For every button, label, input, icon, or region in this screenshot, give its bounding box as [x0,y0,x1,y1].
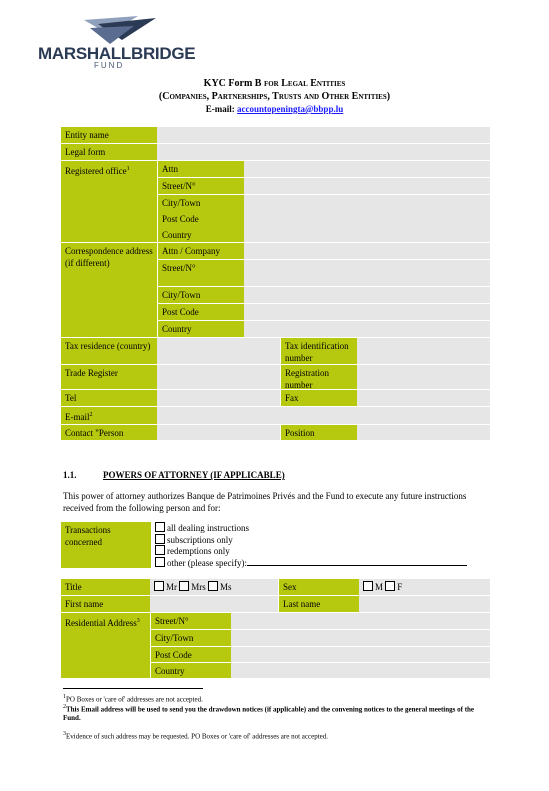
mrs-checkbox-icon[interactable] [179,581,189,591]
res-city-label: City/Town [151,630,231,646]
country2-label: Country [158,321,244,337]
footnote-3: $^3$Evidence of such address may be requested. PO Boxes or 'care of' addresses are not accepted. [63,731,329,741]
position-label: Position [281,425,357,440]
option-other[interactable]: other (please specify): [155,557,467,569]
contact-person-label: Contact "Person [61,425,157,440]
post2-field[interactable] [244,304,490,320]
mr-checkbox-icon[interactable] [154,581,164,591]
post2-label: Post Code [158,304,244,320]
tax-id-field[interactable] [357,338,490,364]
sex-options: M F [359,579,490,595]
option-all-dealing[interactable]: all dealing instructions [155,522,467,534]
city2-field[interactable] [244,287,490,303]
tax-residence-label: Tax residence (country) [61,338,157,364]
country-field[interactable] [244,227,490,242]
fax-label: Fax [281,390,357,406]
contact-person-field[interactable] [157,425,280,440]
res-country-label: Country [151,663,231,678]
title-options: Mr Mrs Ms [150,579,278,595]
attn-company-field[interactable] [244,243,490,259]
f-checkbox-icon[interactable] [385,581,395,591]
email-sup: 2 [89,412,93,418]
res-street-field[interactable] [231,613,490,629]
email-label: E-mail: [205,104,235,114]
last-name-field[interactable] [359,596,490,612]
section-title-text: POWERS OF ATTORNEY (IF APPLICABLE) [103,470,285,480]
last-name-label: Last name [279,596,359,612]
section-title [63,470,285,480]
checkbox-icon[interactable] [155,534,165,544]
res-street-label: Street/N° [151,613,231,629]
footnote-rule [63,688,203,689]
post-code-field[interactable] [244,211,490,227]
other-specify-line[interactable] [247,557,467,566]
section-number: 1.1. [63,470,77,480]
form-title [0,78,549,89]
title-suffix: for Legal Entities [263,78,346,89]
footnote-2: $^2$This Email address will be used to send you the drawdown notices (if applicable) and the convening notices to the general meetings of the Fund. [63,704,475,723]
res-city-field[interactable] [231,630,490,646]
m-checkbox-icon[interactable] [363,581,373,591]
option-subscriptions[interactable]: subscriptions only [155,534,467,546]
title-label: Title [61,579,150,595]
fax-field[interactable] [357,390,490,406]
checkbox-icon[interactable] [155,557,165,567]
checkbox-icon[interactable] [155,545,165,555]
reg-sup: 1 [126,166,130,172]
street2-field[interactable] [244,260,490,286]
email-link[interactable]: accountopeningta@bbpp.lu [237,104,344,114]
legal-form-field[interactable] [157,144,490,160]
residential-text: Residential Address [65,618,137,628]
entity-name-label: Entity name [61,127,157,143]
first-name-field[interactable] [150,596,278,612]
residential-address-label [61,613,150,678]
registered-office-label [61,161,157,242]
trade-register-label: Trade Register [61,365,157,389]
res-sup: 3 [136,618,140,624]
checkbox-icon[interactable] [155,522,165,532]
city2-label: City/Town [158,287,244,303]
street2-label: Street/N° [158,260,244,286]
post-code-label: Post Code [158,211,244,227]
registration-number-label: Registration number [281,365,357,389]
country-label: Country [158,227,244,242]
email-line [0,104,549,114]
first-name-label: First name [61,596,150,612]
street-field[interactable] [244,178,490,194]
trade-register-field[interactable] [157,365,280,389]
attn-label: Attn [158,161,244,177]
marshallbridge-logo [38,14,196,74]
correspondence-label: Correspondence address (if different) [61,243,157,337]
logo-sub: FUND [94,61,125,70]
title-prefix: KYC Form B [203,78,262,89]
registration-number-field[interactable] [357,365,490,389]
transactions-options [155,522,467,568]
form-subtitle: (Companies, Partnerships, Trusts and Other Entities) [158,91,391,102]
logo-mark-icon [38,14,178,48]
res-post-field[interactable] [231,647,490,662]
position-field[interactable] [357,425,490,440]
ms-checkbox-icon[interactable] [208,581,218,591]
city-field[interactable] [244,195,490,211]
transactions-label: Transactions concerned [61,522,151,568]
street-label: Street/N° [158,178,244,194]
sex-label: Sex [279,579,359,595]
res-country-field[interactable] [231,663,490,678]
section-paragraph: This power of attorney authorizes Banque de Patrimoines Privés and the Fund to execute any future instructions received from the following person and for: [63,491,467,513]
option-redemptions[interactable]: redemptions only [155,545,467,557]
tel-label: Tel [61,390,157,406]
legal-form-label: Legal form [61,144,157,160]
email-text: E-mail [65,412,90,422]
res-post-label: Post Code [151,647,231,662]
logo-name: MARSHALLBRIDGE [38,44,196,63]
country2-field[interactable] [244,321,490,337]
city-label: City/Town [158,195,244,211]
tel-field[interactable] [157,390,280,406]
email-field[interactable] [157,407,490,424]
entity-name-field[interactable] [157,127,490,143]
attn-field[interactable] [244,161,490,177]
attn-company-label: Attn / Company [158,243,244,259]
footnote-1: $^1$PO Boxes or 'care of' addresses are not accepted. [63,694,203,704]
registered-office-text: Registered office [65,166,127,176]
email-field-label [61,407,157,424]
tax-residence-field[interactable] [157,338,280,364]
tax-id-label: Tax identification number [281,338,357,364]
